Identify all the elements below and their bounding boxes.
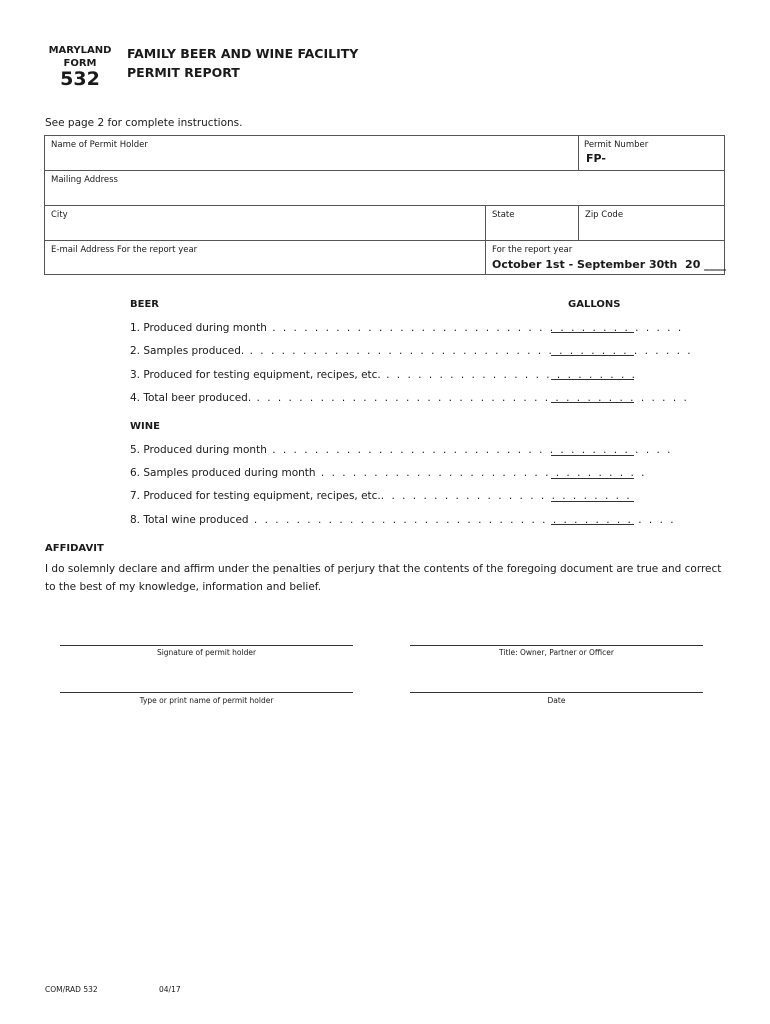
wine-line-6-gallons-input[interactable] bbox=[551, 478, 634, 479]
beer-line-2-gallons-input[interactable] bbox=[551, 355, 634, 356]
line-label: 2. Samples produced. bbox=[130, 345, 245, 357]
permit-holder-field[interactable] bbox=[45, 136, 578, 170]
instructions-note: See page 2 for complete instructions. bbox=[45, 117, 243, 129]
leader-dots: . . . . . . . . . . . . . . . . . . . . . . . . . . . . . . . bbox=[315, 467, 647, 479]
date-input[interactable] bbox=[410, 692, 703, 693]
line-label: 6. Samples produced during month bbox=[130, 467, 316, 479]
signature-label: Signature of permit holder bbox=[156, 648, 257, 657]
mailing-address-label: Mailing Address bbox=[51, 175, 118, 185]
wine-heading: WINE bbox=[130, 421, 160, 432]
report-year-value: October 1st - September 30th 20 ____ bbox=[492, 258, 727, 271]
wine-line-7 bbox=[130, 490, 632, 502]
form-word: FORM bbox=[63, 58, 97, 69]
title-line-1: FAMILY BEER AND WINE FACILITY bbox=[127, 46, 359, 61]
wine-line-5-gallons-input[interactable] bbox=[551, 455, 634, 456]
leader-dots: . . . . . . . . . . . . . . . . . . . . . . . . bbox=[380, 490, 632, 502]
zip-field[interactable] bbox=[579, 206, 724, 240]
leader-dots: . . . . . . . . . . . . . . . . . . . . . . . . . . . . . . . . . . . . . . bbox=[266, 444, 673, 456]
permit-number-prefix: FP- bbox=[586, 152, 606, 165]
leader-dots: . . . . . . . . . . . . . . . . . . . . . . . . . . . . . . . . . . . . . . . bbox=[266, 322, 684, 334]
title-line-2: PERMIT REPORT bbox=[127, 65, 240, 80]
page-title bbox=[127, 44, 358, 82]
permit-holder-label: Name of Permit Holder bbox=[51, 140, 148, 150]
gallons-heading: GALLONS bbox=[568, 299, 621, 310]
line-label: 4. Total beer produced. bbox=[130, 392, 252, 404]
city-field[interactable] bbox=[45, 206, 485, 240]
line-label: 3. Produced for testing equipment, recipes, etc. bbox=[130, 369, 381, 381]
state-name: MARYLAND bbox=[48, 45, 112, 56]
wine-line-8-gallons-input[interactable] bbox=[551, 524, 634, 525]
email-field[interactable] bbox=[45, 241, 485, 275]
zip-label: Zip Code bbox=[585, 210, 624, 220]
printed-name-input[interactable] bbox=[60, 692, 353, 693]
title-label: Title: Owner, Partner or Officer bbox=[499, 648, 614, 657]
wine-line-5 bbox=[130, 444, 673, 456]
line-label: 1. Produced during month bbox=[130, 322, 267, 334]
permit-info-grid bbox=[44, 135, 725, 275]
beer-line-1 bbox=[130, 322, 684, 334]
wine-line-8 bbox=[130, 514, 676, 526]
permit-number-label: Permit Number bbox=[584, 140, 649, 150]
state-label: State bbox=[492, 210, 515, 220]
city-label: City bbox=[51, 210, 68, 220]
line-label: 7. Produced for testing equipment, recipes, etc. bbox=[130, 490, 381, 502]
beer-line-3 bbox=[130, 369, 637, 381]
form-state-label bbox=[44, 44, 116, 70]
mailing-address-field[interactable] bbox=[45, 171, 724, 205]
date-label: Date bbox=[547, 696, 566, 705]
line-label: 5. Produced during month bbox=[130, 444, 267, 456]
leader-dots: . . . . . . . . . . . . . . . . . . . . . . . . . . . . . . . . . . . . . . . . . . bbox=[244, 345, 693, 357]
leader-dots: . . . . . . . . . . . . . . . . . . . . . . . . . . . . . . . . . . . . . . . . bbox=[248, 514, 676, 526]
line-label: 8. Total wine produced bbox=[130, 514, 249, 526]
beer-line-2 bbox=[130, 345, 693, 357]
beer-line-1-gallons-input[interactable] bbox=[551, 332, 634, 333]
beer-heading: BEER bbox=[130, 299, 159, 310]
report-year-field[interactable] bbox=[486, 241, 727, 275]
report-year-label: For the report year bbox=[492, 245, 573, 255]
wine-line-7-gallons-input[interactable] bbox=[551, 501, 634, 502]
wine-line-6 bbox=[130, 467, 647, 479]
permit-number-field[interactable] bbox=[578, 136, 724, 170]
printed-name-label: Type or print name of permit holder bbox=[139, 696, 274, 705]
footer-revision: 04/17 bbox=[159, 985, 181, 994]
signature-input[interactable] bbox=[60, 645, 353, 646]
form-number: 532 bbox=[60, 68, 100, 90]
footer-form-code: COM/RAD 532 bbox=[45, 985, 98, 994]
beer-line-4 bbox=[130, 392, 689, 404]
beer-line-4-gallons-input[interactable] bbox=[551, 402, 634, 403]
leader-dots: . . . . . . . . . . . . . . . . . . . . . . . . bbox=[380, 369, 637, 381]
state-field[interactable] bbox=[486, 206, 578, 240]
leader-dots: . . . . . . . . . . . . . . . . . . . . . . . . . . . . . . . . . . . . . . . . . bbox=[251, 392, 689, 404]
email-label: E-mail Address For the report year bbox=[51, 245, 198, 255]
affidavit-text: I do solemnly declare and affirm under the penalties of perjury that the contents of the foregoing document are true and correct to the best of my knowledge, information and belief. bbox=[45, 563, 722, 593]
title-input[interactable] bbox=[410, 645, 703, 646]
beer-line-3-gallons-input[interactable] bbox=[551, 379, 634, 380]
affidavit-heading: AFFIDAVIT bbox=[45, 543, 104, 554]
